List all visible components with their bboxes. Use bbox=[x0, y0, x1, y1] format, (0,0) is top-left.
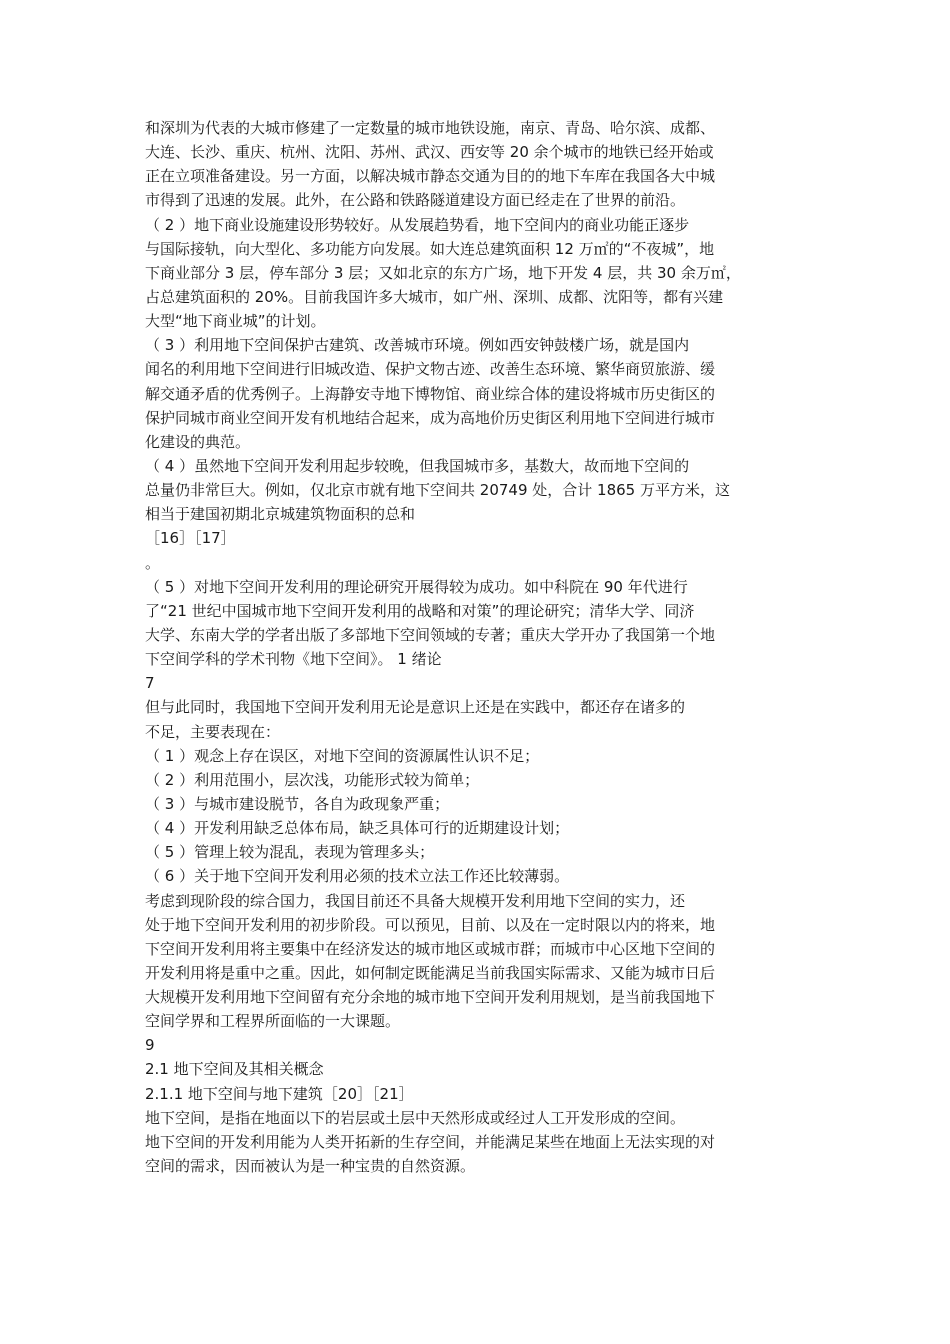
document-body bbox=[145, 116, 795, 1178]
text-line: 开发利用将是重中之重。因此，如何制定既能满足当前我国实际需求、又能为城市日后 bbox=[145, 963, 716, 982]
text-line: 总量仍非常巨大。例如，仅北京市就有地下空间共 20749 处，合计 1865 万平方米，这 bbox=[145, 481, 730, 500]
text-line: 空间学界和工程界所面临的一大课题。 bbox=[145, 1012, 401, 1031]
text-line: 相当于建国初期北京城建筑物面积的总和 bbox=[145, 505, 416, 524]
text-line: 大学、东南大学的学者出版了多部地下空间领域的专著；重庆大学开办了我国第一个地 bbox=[145, 625, 716, 644]
page-number: 7 bbox=[145, 674, 155, 693]
list-item-4: （ 4 ）开发利用缺乏总体布局，缺乏具体可行的近期建设计划； bbox=[145, 819, 570, 838]
text-line: 但与此同时，我国地下空间开发利用无论是意识上还是在实践中，都还存在诸多的 bbox=[145, 698, 686, 717]
text-line: 占总建筑面积的 20%。目前我国许多大城市，如广州、深圳、成都、沈阳等，都有兴建 bbox=[145, 287, 724, 306]
list-item-5: （ 5 ）管理上较为混乱，表现为管理多头； bbox=[145, 843, 435, 862]
section-heading: 2.1 地下空间及其相关概念 bbox=[145, 1060, 324, 1079]
text-line: 大规模开发利用地下空间留有充分余地的城市地下空间开发利用规划，是当前我国地下 bbox=[145, 988, 716, 1007]
list-item-5: （ 5 ）对地下空间开发利用的理论研究开展得较为成功。如中科院在 90 年代进行 bbox=[145, 577, 688, 596]
text-line: 下商业部分 3 层，停车部分 3 层；又如北京的东方广场，地下开发 4 层，共 30 余万㎡， bbox=[145, 263, 741, 282]
text-line: 与国际接轨，向大型化、多功能方向发展。如大连总建筑面积 12 万㎡的“不夜城”，地 bbox=[145, 239, 715, 258]
text-line: 大型“地下商业城”的计划。 bbox=[145, 312, 326, 331]
list-item-4: （ 4 ）虽然地下空间开发利用起步较晚，但我国城市多，基数大，故而地下空间的 bbox=[145, 456, 690, 475]
text-line: 解交通矛盾的优秀例子。上海静安寺地下博物馆、商业综合体的建设将城市历史街区的 bbox=[145, 384, 716, 403]
list-item-1: （ 1 ）观念上存在误区，对地下空间的资源属性认识不足； bbox=[145, 746, 540, 765]
citation-reference: ［16］［17］ bbox=[145, 529, 236, 548]
text-line: 和深圳为代表的大城市修建了一定数量的城市地铁设施，南京、青岛、哈尔滨、成都、 bbox=[145, 119, 716, 137]
text-line: 化建设的典范。 bbox=[145, 432, 251, 451]
text-line: 了“21 世纪中国城市地下空间开发利用的战略和对策”的理论研究；清华大学、同济 bbox=[145, 601, 695, 620]
list-item-3: （ 3 ）利用地下空间保护古建筑、改善城市环境。例如西安钟鼓楼广场，就是国内 bbox=[145, 336, 690, 355]
text-line: 下空间开发利用将主要集中在经济发达的城市地区或城市群；而城市中心区地下空间的 bbox=[145, 939, 716, 958]
subsection-heading: 2.1.1 地下空间与地下建筑［20］［21］ bbox=[145, 1084, 414, 1103]
list-item-2: （ 2 ）地下商业设施建设形势较好。从发展趋势看，地下空间内的商业功能正逐步 bbox=[145, 215, 690, 234]
text-line: 市得到了迅速的发展。此外，在公路和铁路隧道建设方面已经走在了世界的前沿。 bbox=[145, 191, 686, 210]
text-line: 大连、长沙、重庆、杭州、沈阳、苏州、武汉、西安等 20 余个城市的地铁已经开始或 bbox=[145, 143, 714, 162]
text-line: 保护同城市商业空间开发有机地结合起来，成为高地价历史街区利用地下空间进行城市 bbox=[145, 408, 716, 427]
list-item-2: （ 2 ）利用范围小，层次浅，功能形式较为简单； bbox=[145, 770, 480, 789]
list-item-6: （ 6 ）关于地下空间开发利用必须的技术立法工作还比较薄弱。 bbox=[145, 867, 570, 886]
text-line: 闻名的利用地下空间进行旧城改造、保护文物古迹、改善生态环境、繁华商贸旅游、缓 bbox=[145, 360, 716, 379]
text-line: 处于地下空间开发利用的初步阶段。可以预见，目前、以及在一定时限以内的将来，地 bbox=[145, 915, 716, 934]
text-line: 考虑到现阶段的综合国力，我国目前还不具备大规模开发利用地下空间的实力，还 bbox=[145, 891, 686, 910]
text-line: 地下空间的开发利用能为人类开拓新的生存空间，并能满足某些在地面上无法实现的对 bbox=[145, 1132, 716, 1151]
list-item-3: （ 3 ）与城市建设脱节，各自为政现象严重； bbox=[145, 794, 450, 813]
text-line: 不足，主要表现在： bbox=[145, 722, 281, 741]
text-line: 下空间学科的学术刊物《地下空间》。 1 绪论 bbox=[145, 650, 442, 669]
text-line: 。 bbox=[145, 553, 161, 572]
text-line: 地下空间，是指在地面以下的岩层或土层中天然形成或经过人工开发形成的空间。 bbox=[145, 1108, 686, 1127]
page-number: 9 bbox=[145, 1036, 155, 1055]
text-line: 空间的需求，因而被认为是一种宝贵的自然资源。 bbox=[145, 1157, 476, 1176]
text-line: 正在立项准备建设。另一方面，以解决城市静态交通为目的的地下车库在我国各大中城 bbox=[145, 167, 716, 186]
